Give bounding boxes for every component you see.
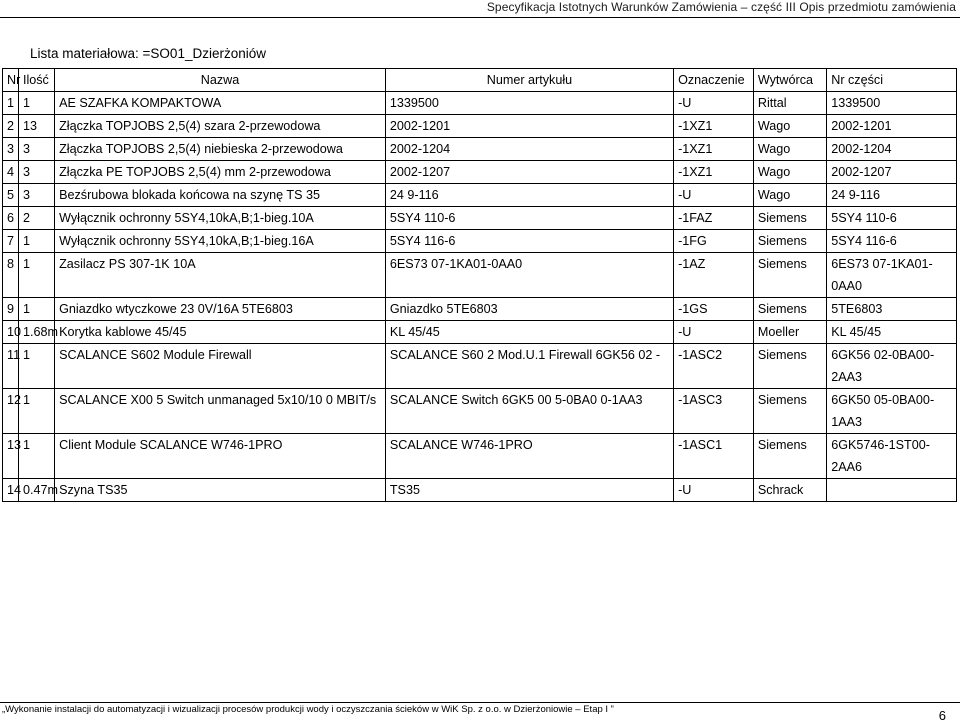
cell-nr: 14 xyxy=(3,479,19,502)
cell-designation: -1FAZ xyxy=(674,207,754,230)
cell-manufacturer: Siemens xyxy=(753,434,826,479)
cell-nr: 3 xyxy=(3,138,19,161)
cell-name: Gniazdko wtyczkowe 23 0V/16A 5TE6803 xyxy=(55,298,386,321)
cell-name: SCALANCE X00 5 Switch unmanaged 5x10/10 0 MBIT/s xyxy=(55,389,386,434)
cell-part-number: 2002-1204 xyxy=(827,138,957,161)
cell-designation: -1ASC1 xyxy=(674,434,754,479)
header-rule xyxy=(0,17,960,18)
cell-manufacturer: Moeller xyxy=(753,321,826,344)
table-row xyxy=(3,161,957,184)
cell-name: Wyłącznik ochronny 5SY4,10kA,B;1-bieg.16A xyxy=(55,230,386,253)
cell-designation: -U xyxy=(674,184,754,207)
column-header-name: Nazwa xyxy=(55,69,386,92)
footer-rule xyxy=(0,702,960,703)
cell-nr: 9 xyxy=(3,298,19,321)
cell-part-number: 6GK56 02-0BA00-2AA3 xyxy=(827,344,957,389)
table-row xyxy=(3,115,957,138)
table-row xyxy=(3,92,957,115)
cell-designation: -1ASC3 xyxy=(674,389,754,434)
cell-manufacturer: Siemens xyxy=(753,253,826,298)
material-list-title: Lista materiałowa: =SO01_Dzierżoniów xyxy=(30,46,266,61)
cell-designation: -U xyxy=(674,321,754,344)
cell-designation: -U xyxy=(674,92,754,115)
cell-part-number: 6GK5746-1ST00-2AA6 xyxy=(827,434,957,479)
cell-part-number: 2002-1201 xyxy=(827,115,957,138)
table-row xyxy=(3,479,957,502)
cell-article-number: 5SY4 116-6 xyxy=(385,230,673,253)
cell-name: Client Module SCALANCE W746-1PRO xyxy=(55,434,386,479)
cell-quantity: 3 xyxy=(18,184,54,207)
cell-designation: -1XZ1 xyxy=(674,115,754,138)
cell-manufacturer: Siemens xyxy=(753,207,826,230)
table-row xyxy=(3,138,957,161)
cell-nr: 7 xyxy=(3,230,19,253)
cell-article-number: 2002-1207 xyxy=(385,161,673,184)
cell-manufacturer: Rittal xyxy=(753,92,826,115)
cell-manufacturer: Siemens xyxy=(753,230,826,253)
page-number: 6 xyxy=(938,708,946,723)
table-row xyxy=(3,184,957,207)
cell-article-number: 2002-1204 xyxy=(385,138,673,161)
cell-article-number: Gniazdko 5TE6803 xyxy=(385,298,673,321)
cell-name: Złączka TOPJOBS 2,5(4) niebieska 2-przewodowa xyxy=(55,138,386,161)
cell-part-number xyxy=(827,479,957,502)
cell-article-number: SCALANCE S60 2 Mod.U.1 Firewall 6GK56 02 - xyxy=(385,344,673,389)
cell-designation: -U xyxy=(674,479,754,502)
materials-table xyxy=(2,68,957,502)
cell-name: Złączka PE TOPJOBS 2,5(4) mm 2-przewodowa xyxy=(55,161,386,184)
cell-designation: -1FG xyxy=(674,230,754,253)
cell-article-number: 6ES73 07-1KA01-0AA0 xyxy=(385,253,673,298)
cell-quantity: 13 xyxy=(18,115,54,138)
cell-quantity: 1 xyxy=(18,344,54,389)
page-header: Specyfikacja Istotnych Warunków Zamówienia – część III Opis przedmiotu zamówienia xyxy=(486,0,956,14)
table-row xyxy=(3,321,957,344)
cell-quantity: 3 xyxy=(18,161,54,184)
cell-manufacturer: Wago xyxy=(753,184,826,207)
cell-quantity: 1 xyxy=(18,434,54,479)
cell-article-number: 1339500 xyxy=(385,92,673,115)
cell-quantity: 1 xyxy=(18,92,54,115)
cell-part-number: 1339500 xyxy=(827,92,957,115)
table-row xyxy=(3,253,957,298)
cell-manufacturer: Schrack xyxy=(753,479,826,502)
cell-manufacturer: Wago xyxy=(753,138,826,161)
cell-quantity: 3 xyxy=(18,138,54,161)
cell-nr: 6 xyxy=(3,207,19,230)
column-header-part-number: Nr części xyxy=(827,69,957,92)
cell-name: Bezśrubowa blokada końcowa na szynę TS 35 xyxy=(55,184,386,207)
cell-article-number: 24 9-116 xyxy=(385,184,673,207)
page-footer: „Wykonanie instalacji do automatyzacji i wizualizacji procesów produkcji wody i oczyszczania ścieków w WiK Sp. z o.o. w Dzierżoniowie – Etap I ” xyxy=(2,704,614,715)
cell-quantity: 1 xyxy=(18,230,54,253)
cell-nr: 13 xyxy=(3,434,19,479)
column-header-article-number: Numer artykułu xyxy=(385,69,673,92)
cell-nr: 11 xyxy=(3,344,19,389)
cell-manufacturer: Siemens xyxy=(753,389,826,434)
cell-nr: 1 xyxy=(3,92,19,115)
table-row xyxy=(3,298,957,321)
cell-manufacturer: Wago xyxy=(753,161,826,184)
cell-part-number: 2002-1207 xyxy=(827,161,957,184)
cell-nr: 8 xyxy=(3,253,19,298)
cell-name: Złączka TOPJOBS 2,5(4) szara 2-przewodowa xyxy=(55,115,386,138)
table-row xyxy=(3,230,957,253)
column-header-nr: Nr xyxy=(3,69,19,92)
cell-name: SCALANCE S602 Module Firewall xyxy=(55,344,386,389)
cell-part-number: KL 45/45 xyxy=(827,321,957,344)
column-header-designation: Oznaczenie xyxy=(674,69,754,92)
cell-article-number: SCALANCE W746-1PRO xyxy=(385,434,673,479)
cell-manufacturer: Siemens xyxy=(753,298,826,321)
cell-designation: -1ASC2 xyxy=(674,344,754,389)
table-header-row xyxy=(3,69,957,92)
cell-article-number: 5SY4 110-6 xyxy=(385,207,673,230)
cell-designation: -1GS xyxy=(674,298,754,321)
cell-name: AE SZAFKA KOMPAKTOWA xyxy=(55,92,386,115)
cell-part-number: 5SY4 116-6 xyxy=(827,230,957,253)
cell-article-number: SCALANCE Switch 6GK5 00 5-0BA0 0-1AA3 xyxy=(385,389,673,434)
cell-quantity: 1.68m xyxy=(18,321,54,344)
cell-quantity: 0.47m xyxy=(18,479,54,502)
cell-part-number: 5SY4 110-6 xyxy=(827,207,957,230)
column-header-manufacturer: Wytwórca xyxy=(753,69,826,92)
cell-nr: 12 xyxy=(3,389,19,434)
table-row xyxy=(3,389,957,434)
cell-name: Szyna TS35 xyxy=(55,479,386,502)
table-row xyxy=(3,434,957,479)
cell-name: Zasilacz PS 307-1K 10A xyxy=(55,253,386,298)
table-row xyxy=(3,207,957,230)
cell-name: Korytka kablowe 45/45 xyxy=(55,321,386,344)
cell-article-number: 2002-1201 xyxy=(385,115,673,138)
cell-quantity: 1 xyxy=(18,253,54,298)
column-header-quantity: Ilość xyxy=(18,69,54,92)
cell-name: Wyłącznik ochronny 5SY4,10kA,B;1-bieg.10A xyxy=(55,207,386,230)
cell-quantity: 1 xyxy=(18,389,54,434)
cell-nr: 2 xyxy=(3,115,19,138)
table-row xyxy=(3,344,957,389)
cell-manufacturer: Siemens xyxy=(753,344,826,389)
cell-nr: 5 xyxy=(3,184,19,207)
cell-part-number: 6GK50 05-0BA00-1AA3 xyxy=(827,389,957,434)
cell-article-number: TS35 xyxy=(385,479,673,502)
cell-article-number: KL 45/45 xyxy=(385,321,673,344)
cell-part-number: 24 9-116 xyxy=(827,184,957,207)
cell-designation: -1AZ xyxy=(674,253,754,298)
cell-part-number: 6ES73 07-1KA01-0AA0 xyxy=(827,253,957,298)
cell-designation: -1XZ1 xyxy=(674,138,754,161)
cell-quantity: 1 xyxy=(18,298,54,321)
cell-manufacturer: Wago xyxy=(753,115,826,138)
cell-designation: -1XZ1 xyxy=(674,161,754,184)
cell-nr: 4 xyxy=(3,161,19,184)
cell-part-number: 5TE6803 xyxy=(827,298,957,321)
cell-quantity: 2 xyxy=(18,207,54,230)
cell-nr: 10 xyxy=(3,321,19,344)
